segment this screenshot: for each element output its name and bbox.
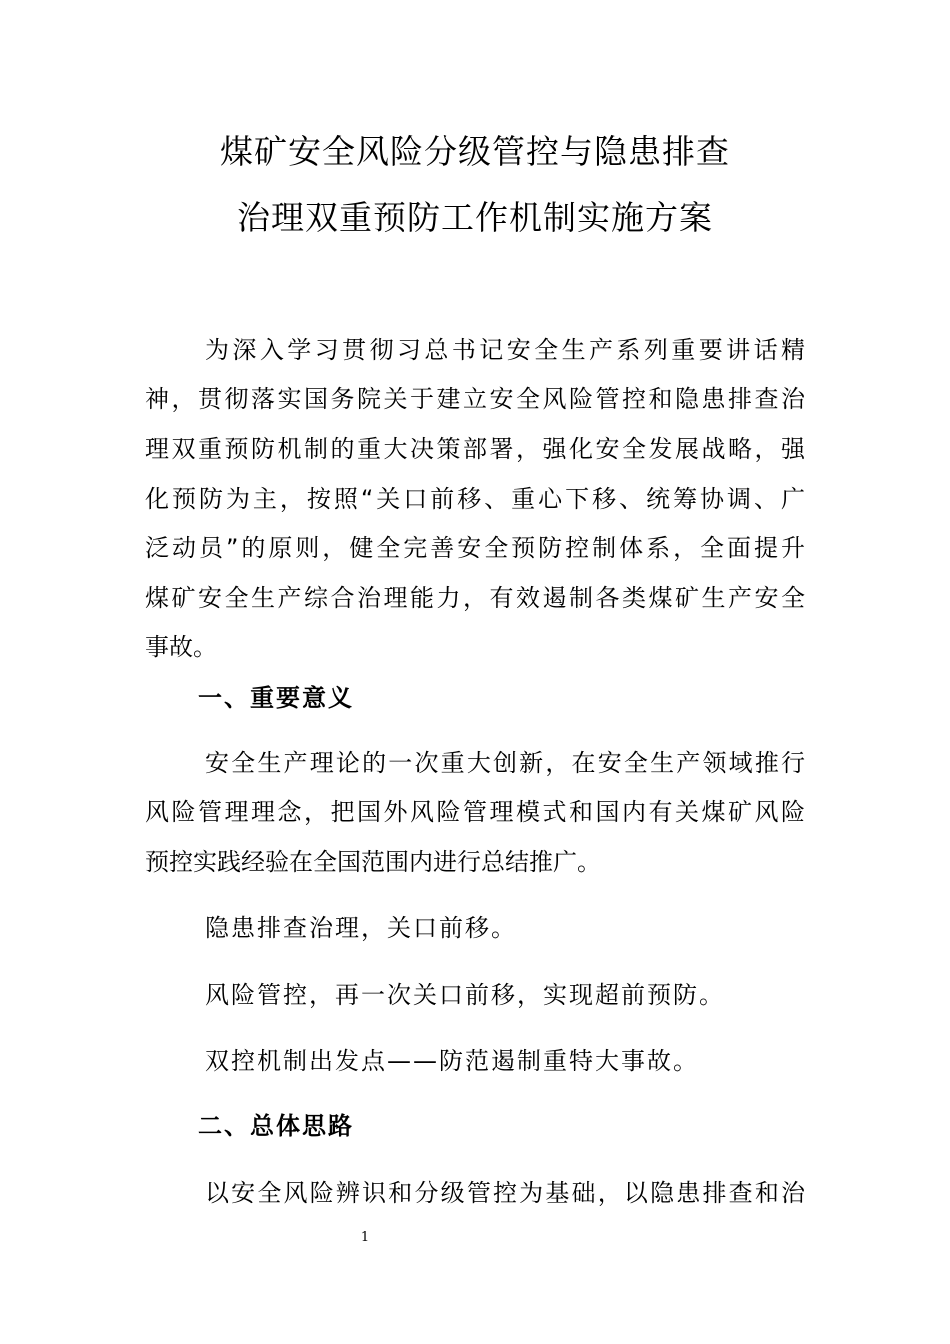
- section-1-item-3: 双控机制出发点——防范遏制重特大事故。: [205, 1047, 699, 1075]
- page-number: 1: [360, 1230, 370, 1245]
- section-2-line-1: 以安全风险辨识和分级管控为基础，以隐患排查和治: [205, 1179, 805, 1207]
- section-1-heading: 一、重要意义: [198, 684, 354, 712]
- section-1-line-1: 安全生产理论的一次重大创新，在安全生产领域推行: [205, 749, 805, 777]
- intro-line-3: 理双重预防机制的重大决策部署，强化安全发展战略，强: [145, 435, 805, 463]
- intro-line-7: 事故。: [145, 633, 217, 661]
- intro-line-2: 神，贯彻落实国务院关于建立安全风险管控和隐患排查治: [145, 385, 805, 413]
- document-title-line-1: 煤矿安全风险分级管控与隐患排查: [220, 132, 730, 171]
- intro-line-6: 煤矿安全生产综合治理能力，有效遏制各类煤矿生产安全: [145, 584, 805, 612]
- section-1-line-2: 风险管理理念，把国外风险管理模式和国内有关煤矿风险: [145, 798, 805, 826]
- intro-line-4: 化预防为主，按照“关口前移、重心下移、统筹协调、广: [145, 485, 805, 513]
- intro-line-5: 泛动员”的原则，健全完善安全预防控制体系，全面提升: [145, 534, 805, 562]
- section-1-line-3: 预控实践经验在全国范围内进行总结推广。: [145, 848, 601, 876]
- section-2-heading: 二、总体思路: [198, 1112, 354, 1140]
- section-1-item-1: 隐患排查治理，关口前移。: [205, 914, 517, 942]
- intro-line-1: 为深入学习贯彻习总书记安全生产系列重要讲话精: [205, 336, 805, 364]
- section-1-item-2: 风险管控，再一次关口前移，实现超前预防。: [205, 981, 725, 1009]
- document-title-line-2: 治理双重预防工作机制实施方案: [237, 198, 713, 237]
